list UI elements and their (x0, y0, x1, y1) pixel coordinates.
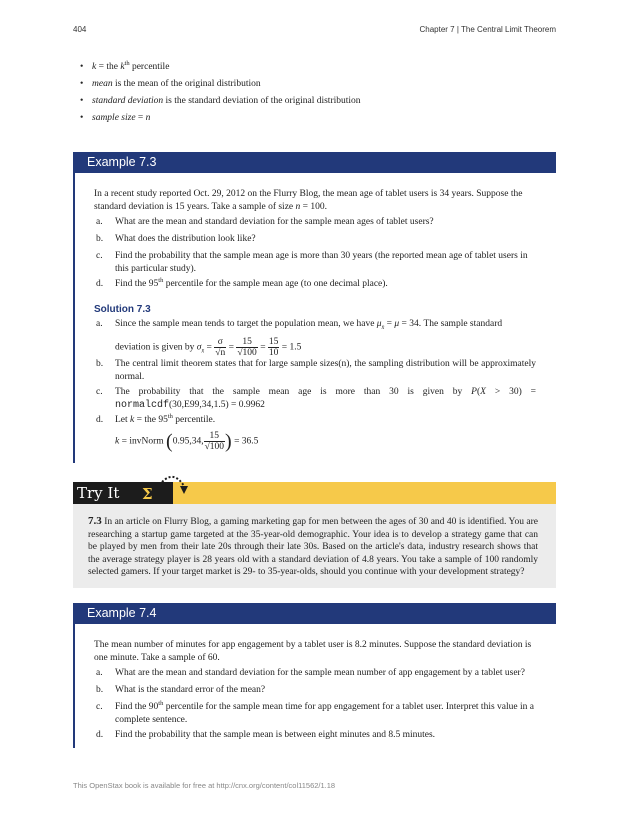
solution-b: b. The central limit theorem states that for large sample sizes(n), the sampling distribution will be approximately normal. (96, 359, 536, 382)
question-c: c. Find the probability that the sample mean age is more than 30 years (the reported mean age of tablet users in this particular study). (96, 251, 528, 274)
solution-d: d. Let k = the 95th percentile. k = invNorm (0.95,34, $\frac{15}{√100}$ ) = 36.5 (96, 412, 259, 452)
example-7-3-intro: In a recent study reported Oct. 29, 2012 on the Flurry Blog, the mean age of tablet users is 34 years. Suppose the standard deviation is 15 years. Take a sample of size n = 100. (94, 189, 523, 212)
question-a: a. What are the mean and standard deviation for the sample mean number of app engagement by a tablet user? (96, 668, 525, 678)
question-d: d. Find the 95th percentile for the sample mean age (to one decimal place). (96, 276, 388, 289)
example-7-4-intro: The mean number of minutes for app engagement by a tablet user is 8.2 minutes. Suppose the standard deviation is one minute. Take a sample of 60. (94, 640, 532, 663)
page-number: 404 (73, 25, 87, 34)
question-b: b. What is the standard error of the mean? (96, 685, 266, 695)
example-7-4-title: Example 7.4 (73, 603, 556, 624)
sigma-arrow-icon (140, 472, 200, 504)
footer-note: This OpenStax book is available for free at http://cnx.org/content/col11562/1.18 (73, 781, 336, 790)
sigma-glyph: Σ (142, 485, 153, 503)
solution-7-3-title: Solution 7.3 (94, 304, 151, 315)
question-b: b. What does the distribution look like? (96, 234, 256, 244)
bullet-item: • k = the $k^{th}$ percentile (80, 59, 170, 72)
question-c: c. Find the 90th percentile for the sample mean time for app engagement for a tablet user. Interpret this value in a complete sentence. (96, 699, 534, 725)
solution-a: a. Since the sample mean tends to target the population mean, we have $\mu_{x̄} = \mu = 34$. The sample standard deviation is given by $\sigma_{x̄}$ = $\frac{\sigma}{√n}$ = $\frac{15}{√100}$ = $\frac{15}{10}$ = 1.5 (96, 319, 503, 359)
example-left-rule (73, 624, 75, 748)
bullet-item: • mean is the mean of the original distribution (80, 79, 261, 89)
example-7-3-title: Example 7.3 (73, 152, 556, 173)
example-left-rule (73, 173, 75, 463)
chapter-header: Chapter 7 | The Central Limit Theorem (419, 25, 556, 34)
try-it-7-3-text: 7.3 In an article on Flurry Blog, a gaming marketing gap for men between the ages of 30 and 40 is identified. You are researching a startup game targeted at the 35-year-old demographic. Your idea is to develop a strategy game that can be played by men from their late 20s through their late 30s. Based on the article's data, industry research shows that the average strategy player is 28 years old with a standard deviation of 4.8 years. You take a sample of 100 randomly selected gamers. If your target market is 29- to 35-year-olds, should you continue with your development strategy? (88, 515, 539, 577)
solution-c: c. The probability that the sample mean age is more than 30 is given by P(X > 30) = normalcdf(30,E99,34,1.5) = 0.9962 (96, 387, 536, 411)
bullet-item: • sample size = n (80, 113, 151, 123)
try-it-label: Try It (77, 484, 120, 502)
question-d: d. Find the probability that the sample mean is between eight minutes and 8.5 minutes. (96, 730, 436, 740)
question-a: a. What are the mean and standard deviation for the sample mean ages of tablet users? (96, 217, 434, 227)
bullet-item: • standard deviation is the standard deviation of the original distribution (80, 96, 361, 106)
